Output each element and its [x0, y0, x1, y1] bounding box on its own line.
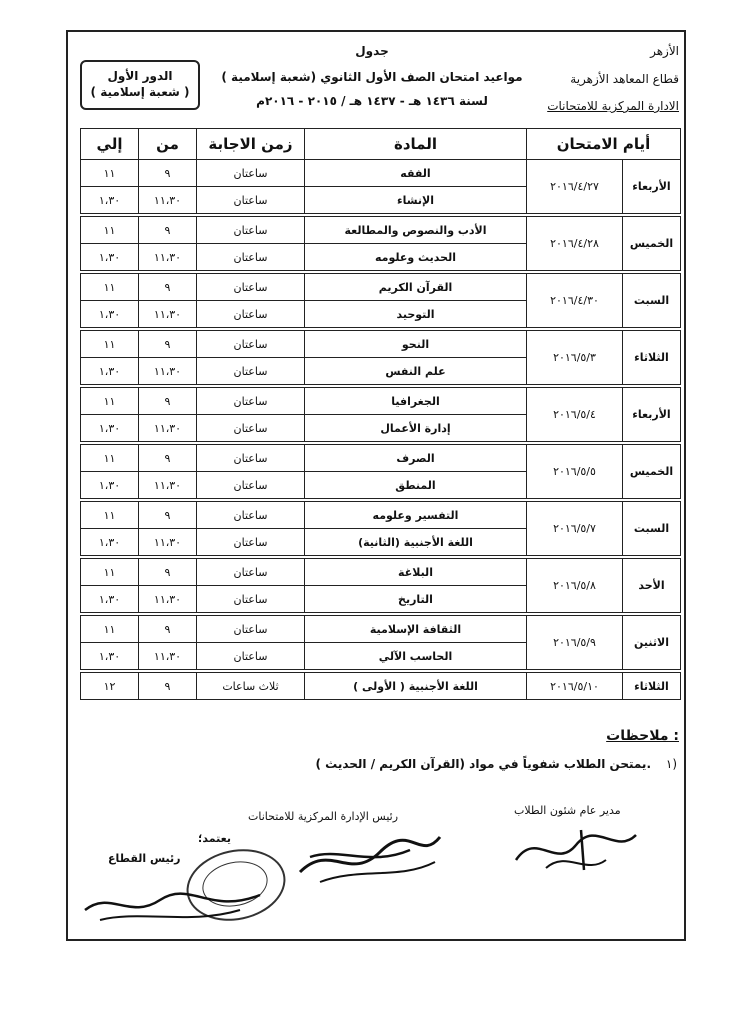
exam-date: ٢٠١٦/٥/٥ [527, 445, 623, 499]
exam-to: ١١ [81, 616, 139, 643]
note-item-text: يمتحن الطلاب شفوياً في مواد (القرآن الكريم / الحديث ). [315, 757, 651, 771]
exam-to: ١،٣٠ [81, 472, 139, 499]
exam-duration: ساعتان [197, 388, 305, 415]
exam-subject: الجغرافيا [305, 388, 527, 415]
exam-to: ١١ [81, 217, 139, 244]
exam-subject: التاريخ [305, 586, 527, 613]
exam-duration: ساعتان [197, 643, 305, 670]
exam-from: ٩ [139, 388, 197, 415]
exam-subject: إدارة الأعمال [305, 415, 527, 442]
student-affairs-title: مدير عام شئون الطلاب [514, 804, 621, 817]
approve-label: يعتمد؛ [198, 832, 231, 845]
table-row [81, 559, 681, 586]
exam-date: ٢٠١٦/٤/٣٠ [527, 274, 623, 328]
table-body [81, 160, 681, 700]
exam-duration: ساعتان [197, 415, 305, 442]
exam-to: ١،٣٠ [81, 244, 139, 271]
exam-subject: الثقافة الإسلامية [305, 616, 527, 643]
table-row [81, 217, 681, 244]
exam-from: ٩ [139, 502, 197, 529]
exam-subject: الفقه [305, 160, 527, 187]
exam-subject: النحو [305, 331, 527, 358]
exam-subject: التوحيد [305, 301, 527, 328]
exam-duration: ساعتان [197, 502, 305, 529]
exam-duration: ثلاث ساعات [197, 673, 305, 700]
exam-duration: ساعتان [197, 559, 305, 586]
exam-day: الثلاثاء [623, 331, 681, 385]
exam-from: ١١،٣٠ [139, 415, 197, 442]
sector-head-signature [80, 880, 280, 930]
exam-date: ٢٠١٦/٤/٢٨ [527, 217, 623, 271]
exam-from: ٩ [139, 160, 197, 187]
header-from: من [139, 129, 197, 160]
exam-to: ١١ [81, 331, 139, 358]
exam-subject: اللغة الأجنبية (الثانية) [305, 529, 527, 556]
table-row [81, 388, 681, 415]
exam-subject: علم النفس [305, 358, 527, 385]
sector-name: قطاع المعاهد الأزهرية [570, 72, 679, 86]
exam-duration: ساعتان [197, 187, 305, 214]
exam-day: الخميس [623, 445, 681, 499]
exam-from: ١١،٣٠ [139, 244, 197, 271]
table-row [81, 331, 681, 358]
exam-to: ١١ [81, 388, 139, 415]
session-label: الدور الأول [107, 69, 173, 83]
header-subject: المادة [305, 129, 527, 160]
exam-duration: ساعتان [197, 244, 305, 271]
doc-title: جدول [355, 44, 389, 58]
exam-to: ١،٣٠ [81, 643, 139, 670]
doc-year: لسنة ١٤٣٦ هـ - ١٤٣٧ هـ / ٢٠١٥ - ٢٠١٦م [256, 94, 488, 108]
exam-from: ١١،٣٠ [139, 358, 197, 385]
department-name: الادارة المركزية للامتحانات [547, 99, 679, 113]
exam-from: ٩ [139, 445, 197, 472]
exams-head-signature [290, 822, 450, 892]
exam-from: ١١،٣٠ [139, 586, 197, 613]
table-row [81, 616, 681, 643]
exam-from: ١١،٣٠ [139, 187, 197, 214]
exam-subject: الأدب والنصوص والمطالعة [305, 217, 527, 244]
exam-day: السبت [623, 274, 681, 328]
exam-duration: ساعتان [197, 445, 305, 472]
exam-from: ٩ [139, 274, 197, 301]
exam-to: ١١ [81, 502, 139, 529]
exam-date: ٢٠١٦/٥/٤ [527, 388, 623, 442]
exam-from: ٩ [139, 331, 197, 358]
exam-from: ٩ [139, 616, 197, 643]
exam-subject: القرآن الكريم [305, 274, 527, 301]
table-row [81, 274, 681, 301]
exam-subject: الصرف [305, 445, 527, 472]
exam-to: ١،٣٠ [81, 301, 139, 328]
exam-duration: ساعتان [197, 529, 305, 556]
exam-subject: اللغة الأجنبية ( الأولى ) [305, 673, 527, 700]
exam-duration: ساعتان [197, 331, 305, 358]
exam-subject: الحديث وعلومه [305, 244, 527, 271]
exam-to: ١،٣٠ [81, 187, 139, 214]
exam-to: ١١ [81, 559, 139, 586]
table-row [81, 673, 681, 700]
exam-schedule-table [80, 128, 681, 700]
exam-to: ١،٣٠ [81, 529, 139, 556]
exam-subject: المنطق [305, 472, 527, 499]
exam-from: ١١،٣٠ [139, 643, 197, 670]
sector-head-title: رئيس القطاع [108, 852, 181, 865]
exam-duration: ساعتان [197, 358, 305, 385]
exam-to: ١١ [81, 445, 139, 472]
exam-duration: ساعتان [197, 301, 305, 328]
exam-date: ٢٠١٦/٥/٣ [527, 331, 623, 385]
exam-subject: البلاغة [305, 559, 527, 586]
exam-date: ٢٠١٦/٥/٨ [527, 559, 623, 613]
student-affairs-signature [506, 820, 646, 880]
exam-day: الأحد [623, 559, 681, 613]
note-item-number: ١) [665, 757, 677, 771]
table-row [81, 445, 681, 472]
exam-day: الأربعاء [623, 388, 681, 442]
header-to: إلي [81, 129, 139, 160]
exam-from: ٩ [139, 217, 197, 244]
exam-duration: ساعتان [197, 160, 305, 187]
exams-head-title: رئيس الإدارة المركزية للامتحانات [248, 810, 399, 823]
exam-day: السبت [623, 502, 681, 556]
exam-day: الأربعاء [623, 160, 681, 214]
exam-from: ١١،٣٠ [139, 301, 197, 328]
exam-to: ١٢ [81, 673, 139, 700]
org-name: الأزهر [650, 44, 679, 58]
exam-to: ١١ [81, 160, 139, 187]
exam-from: ٩ [139, 673, 197, 700]
exam-subject: التفسير وعلومه [305, 502, 527, 529]
session-box [80, 60, 200, 110]
header-days: أيام الامتحان [527, 129, 681, 160]
exam-duration: ساعتان [197, 472, 305, 499]
exam-duration: ساعتان [197, 586, 305, 613]
exam-to: ١،٣٠ [81, 415, 139, 442]
table-row [81, 502, 681, 529]
table-header-row [81, 129, 681, 160]
exam-duration: ساعتان [197, 616, 305, 643]
exam-from: ١١،٣٠ [139, 472, 197, 499]
exam-from: ١١،٣٠ [139, 529, 197, 556]
notes-title: ملاحظات : [606, 728, 679, 744]
exam-date: ٢٠١٦/٤/٢٧ [527, 160, 623, 214]
exam-day: الثلاثاء [623, 673, 681, 700]
exam-to: ١١ [81, 274, 139, 301]
exam-date: ٢٠١٦/٥/٧ [527, 502, 623, 556]
header-duration: زمن الاجابة [197, 129, 305, 160]
exam-from: ٩ [139, 559, 197, 586]
exam-date: ٢٠١٦/٥/٩ [527, 616, 623, 670]
doc-subtitle: مواعيد امتحان الصف الأول الثانوي (شعبة إسلامية ) [221, 70, 523, 84]
exam-subject: الإنشاء [305, 187, 527, 214]
exam-day: الاثنين [623, 616, 681, 670]
exam-duration: ساعتان [197, 274, 305, 301]
exam-to: ١،٣٠ [81, 586, 139, 613]
exam-duration: ساعتان [197, 217, 305, 244]
exam-to: ١،٣٠ [81, 358, 139, 385]
table-row [81, 160, 681, 187]
exam-date: ٢٠١٦/٥/١٠ [527, 673, 623, 700]
branch-label: ( شعبة إسلامية ) [90, 85, 190, 99]
exam-subject: الحاسب الآلي [305, 643, 527, 670]
exam-day: الخميس [623, 217, 681, 271]
